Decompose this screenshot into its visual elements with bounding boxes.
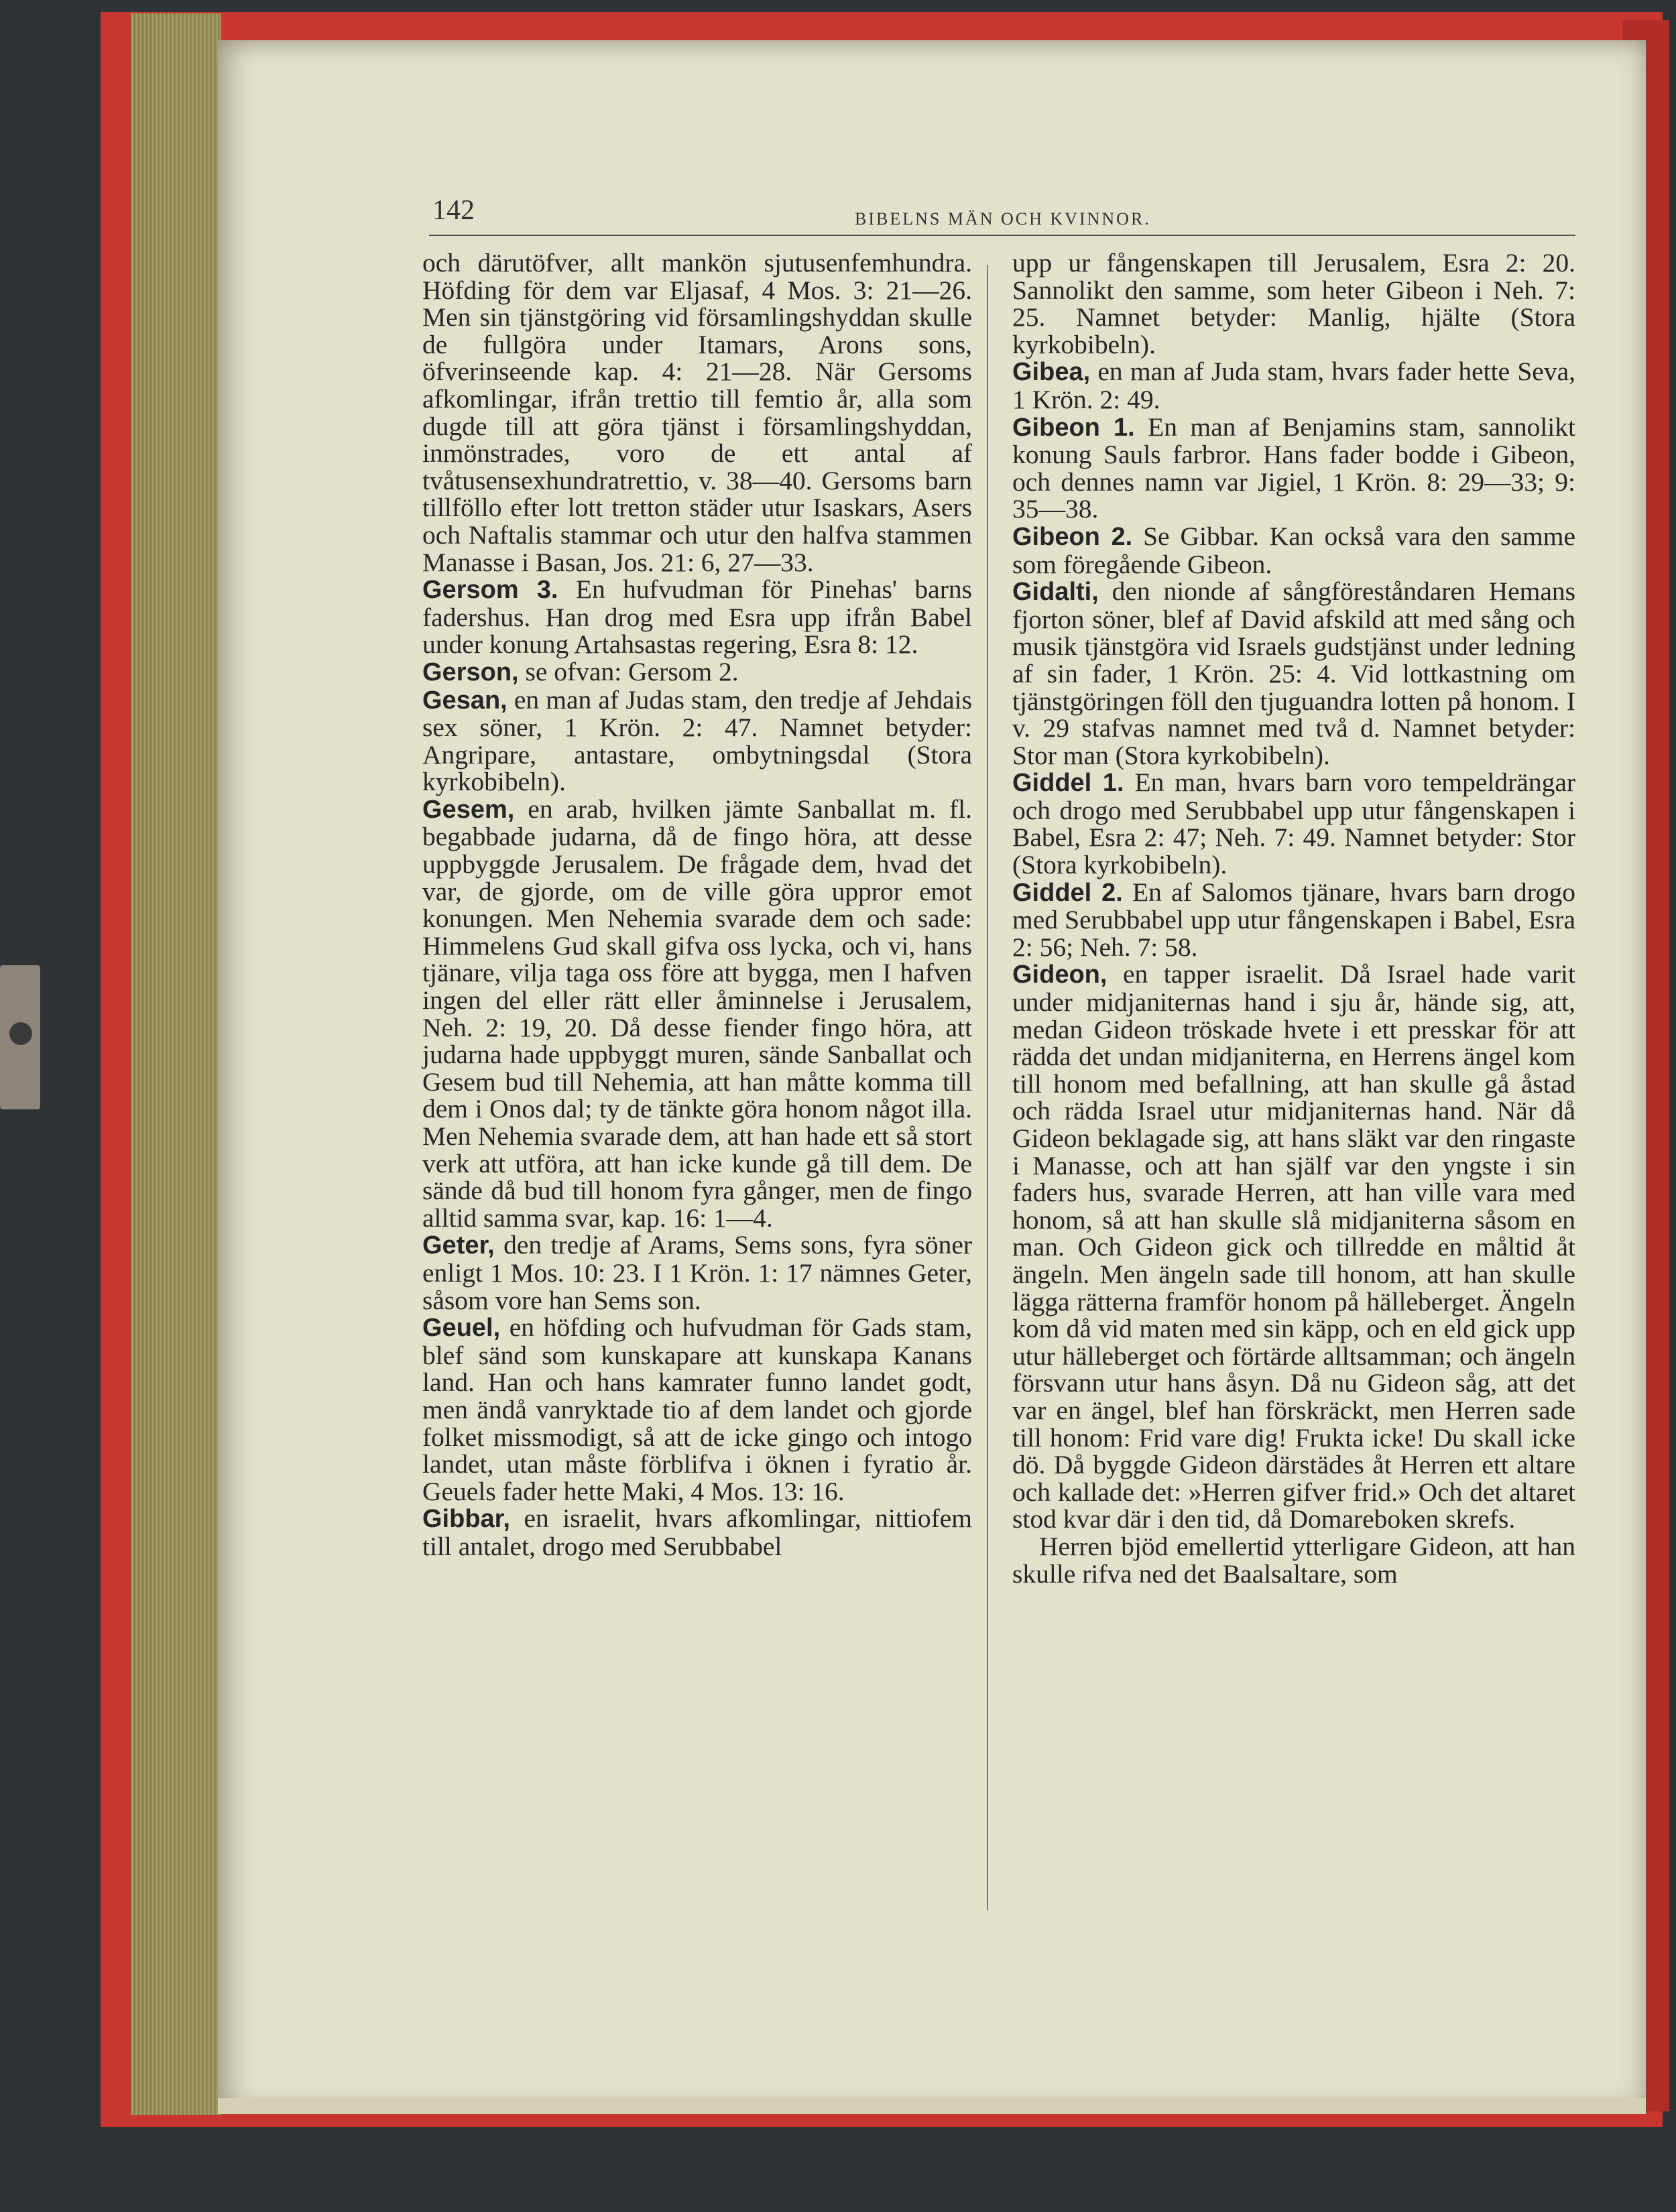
left-column [422,249,972,1560]
entry-giddel-1 [1012,769,1575,878]
entry-gerson [422,658,972,686]
entry-geter [422,1231,972,1314]
entry-head: Gidalti, [1012,578,1099,607]
entry-text: se ofvan: Gersom 2. [525,656,739,686]
entry-gidalti [1012,578,1575,769]
page-header [429,194,1575,236]
final-paragraph: Herren bjöd emellertid ytterligare Gideon, att han skulle rifva ned det Baalsaltare, som [1012,1531,1575,1589]
entry-text: den tredje af Arams, Sems sons, fyra söner enligt 1 Mos. 10: 23. I 1 Krön. 1: 17 nämnes Geter, såsom vore han Sems son. [422,1230,973,1315]
binder-clip [0,965,40,1109]
entry-head: Gesan, [422,686,507,715]
entry-text: en man af Juda stam, hvars fader hette Seva, 1 Krön. 2: 49. [1012,357,1575,414]
entry-text: En man af Benjamins stam, sannolikt konung Sauls farbror. Hans fader bodde i Gibeon, och dennes namn var Jigiel, 1 Krön. 8: 29—33; 9: 35—38. [1012,412,1575,524]
entry-gibbar [422,1505,972,1560]
entry-head: Giddel 2. [1012,878,1123,907]
entry-text: En hufvudman för Pinehas' barns fadershus. Han drog med Esra upp ifrån Babel under konung Artahsastas regering, Esra 8: 12. [422,574,972,660]
entry-gideon [1012,961,1575,1532]
right-column [1012,249,1575,1587]
entry-text: en höfding och hufvudman för Gads stam, blef sänd som kunskapare att kunskapa Kanans land. Han och hans kamrater funno landet godt, men ändå vanryktade tio af dem landet och gjorde folket missmodigt, så att de icke gingo och intogo landet, utan måste förblifva i öknen i fyratio år. Geuels fader hette Maki, 4 Mos. 13: 16. [422,1312,972,1506]
page-bottom-edge [218,2098,1646,2114]
entry-head: Gerson, [422,658,519,686]
entry-head: Geuel, [422,1314,501,1343]
left-continuation: och därutöfver, allt mankön sjutusenfemhundra. Höfding för dem var Eljasaf, 4 Mos. 3: 21—26. Men sin tjänstgöring vid församlingshyddan skulle de fullgöra under Itamars, Arons sons, öfverinseende kap. 4: 21—28. När Gersoms afkomlingar, ifrån trettio till femtio år, alla som dugde till att göra tjänst i församlingshyddan, inmönstrades, voro de ett antal af tvåtusensexhundratrettio, v. 38—40. Gersoms barn tillföllo efter lott tretton städer utur Isaskars, Asers och Naftalis stammar och utur den halfva stammen Manasse i Basan, Jos. 21: 6, 27—33. [422,248,972,577]
entry-gibea [1012,358,1575,413]
entry-gibeon-1 [1012,414,1575,523]
page-edges [131,13,221,2115]
entry-head: Gibeon 1. [1012,413,1135,442]
entry-head: Gibeon 2. [1012,522,1133,551]
entry-text: en israelit, hvars afkomlingar, nittiofem till antalet, drogo med Serubbabel [422,1503,972,1561]
entry-head: Gesem, [422,795,515,824]
entry-head: Gibea, [1012,358,1091,387]
entry-text: en man af Judas stam, den tredje af Jehdais sex söner, 1 Krön. 2: 47. Namnet betyder: Angripare, antastare, ombytningsdal (Stora kyrkobibeln). [422,684,972,797]
entry-geuel [422,1314,972,1505]
column-divider [987,265,988,1910]
entry-gersom-3 [422,576,972,658]
running-head: BIBELNS MÄN OCH KVINNOR. [855,209,1151,229]
entry-text: En man, hvars barn voro tempeldrängar och drogo med Serubbabel upp utur fångenskapen i Babel, Esra 2: 47; Neh. 7: 49. Namnet betyder: Stor (Stora kyrkobibeln). [1012,767,1576,880]
entry-gibeon-2 [1012,523,1575,578]
entry-gesan [422,686,972,796]
entry-text: Se Gibbar. Kan också vara den samme som föregående Gibeon. [1012,521,1576,579]
entry-giddel-2 [1012,879,1575,961]
entry-head: Geter, [422,1231,495,1260]
entry-text: en arab, hvilken jämte Sanballat m. fl. begabbade judarna, då de fingo höra, att desse uppbyggde Jerusalem. De frågade dem, hvad det var, de gjorde, om de ville göra uppror emot konungen. Men Nehemia svarade dem och sade: Himmelens Gud skall gifva oss lycka, och vi, hans tjänare, vilja taga oss före att bygga, men I hafven ingen del eller rätt eller åminnelse i Jerusalem, Neh. 2: 19, 20. Då desse fiender fingo höra, att judarna hade uppbyggt muren, sände Sanballat och Gesem bud till Nehemia, att han måtte komma till dem i Onos dal; ty de tänkte göra honom något illa. Men Nehemia svarade dem, att han hade ett så stort verk att utföra, att han icke kunde gå till dem. De sände då bud till honom fyra gånger, men de fingo alltid samma svar, kap. 16: 1—4. [422,794,972,1233]
entry-text: En af Salomos tjänare, hvars barn drogo med Serubbabel upp utur fångenskapen i Babel, Esra 2: 56; Neh. 7: 58. [1012,877,1576,962]
entry-head: Gersom 3. [422,576,558,605]
entry-head: Gideon, [1012,961,1108,989]
entry-text: en tapper israelit. Då Israel hade varit under midjaniternas hand i sju år, hände sig, att, medan Gideon tröskade hvete i ett presskar för att rädda det undan midjaniterna, en Herrens ängel kom till honom med befallning, att han skulle gå åstad och rädda Israel utur midjaniternas hand. När då Gideon beklagade sig, att hans släkt var den ringaste i Manasse, och att han själf var den yngste i sin faders hus, svarade Herren, att han ville vara med honom, så att han skulle slå midjaniterna såsom en man. Och Gideon gick och tillredde en måltid åt ängeln. Men ängeln sade till honom, att han skulle lägga rätterna framför honom på hälleberget. Ängeln kom då vid maten med sin käpp, och en eld gick upp utur hälleberget och förtärde alltsamman; och ängeln försvann utur hans åsyn. Då nu Gideon såg, att det var en ängel, blef han förskräckt, men Herren sade till honom: Frid vare dig! Frukta icke! Du skall icke dö. Då byggde Gideon därstädes åt Herren ett altare och kallade det: »Herren gifver frid.» Och det altaret stod kvar där i den tid, då Domareboken skrefs. [1012,959,1575,1534]
entry-head: Gibbar, [422,1505,510,1534]
page-number: 142 [432,195,475,226]
entry-text: den nionde af sångföreståndaren Hemans fjorton söner, blef af David afskild att med sång och musik tjänstgöra vid Israels gudstjänst under ledning af sin fader, 1 Krön. 25: 4. Vid lottkastning om tjänstgöringen föll den tjuguandra lotten på honom. I v. 29 stafvas namnet med två d. Namnet betyder: Stor man (Stora kyrkobibeln). [1012,576,1576,770]
entry-gesem [422,796,972,1232]
clip-hole [9,1022,32,1045]
right-continuation: upp ur fångenskapen till Jerusalem, Esra 2: 20. Sannolikt den samme, som heter Gibeon i Neh. 7: 25. Namnet betyder: Manlig, hjälte (Stora kyrkobibeln). [1012,248,1575,359]
entry-head: Giddel 1. [1012,769,1124,798]
